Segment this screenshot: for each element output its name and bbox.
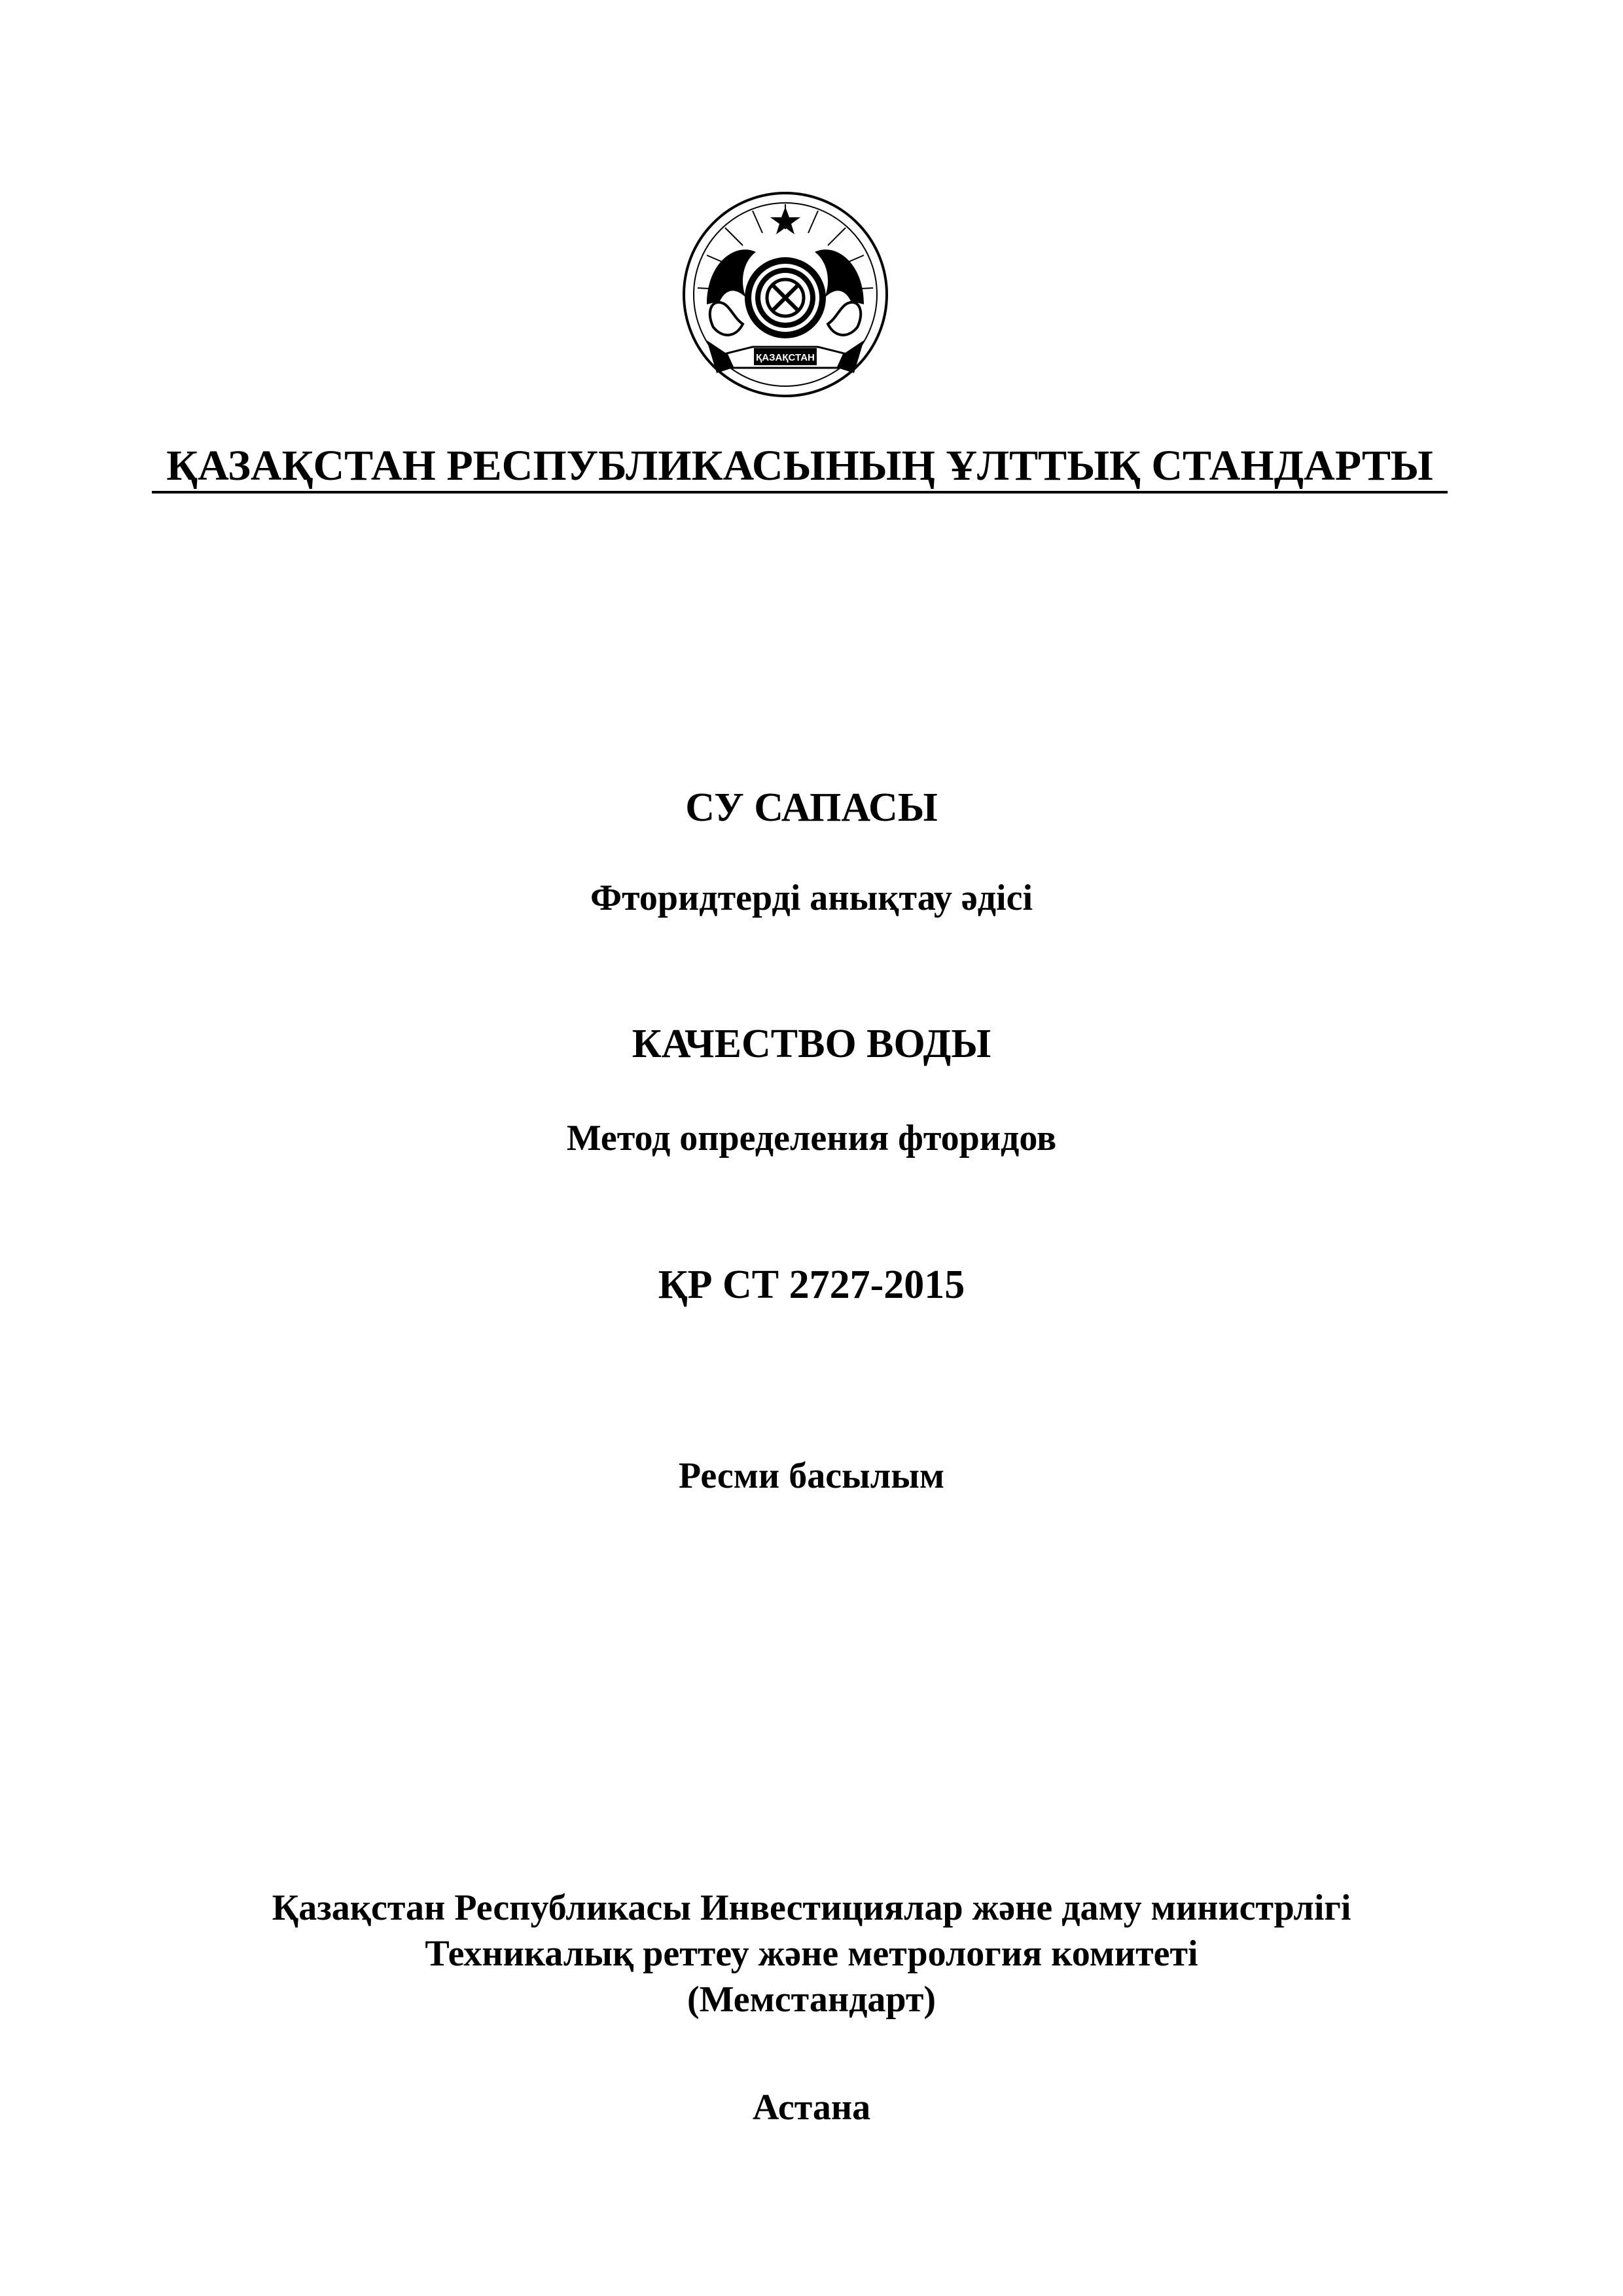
svg-text:ҚАЗАҚСТАН: ҚАЗАҚСТАН <box>756 352 815 363</box>
state-emblem-icon <box>681 190 890 399</box>
publication-city: Астана <box>752 2087 871 2128</box>
publisher-ministry: Қазақстан Республикасы Инвестициялар және даму министрлігі <box>272 1888 1351 1928</box>
publisher-short-name: (Мемстандарт) <box>687 1979 936 2020</box>
title-kazakh: СУ САПАСЫ <box>685 785 938 830</box>
subtitle-kazakh: Фторидтерді анықтау әдісі <box>590 878 1033 918</box>
header-divider <box>152 491 1448 493</box>
title-russian: КАЧЕСТВО ВОДЫ <box>632 1022 991 1066</box>
publisher-committee: Техникалық реттеу және метрология комитеті <box>425 1933 1198 1974</box>
standard-header-title: ҚАЗАҚСТАН РЕСПУБЛИКАСЫНЫҢ ҰЛТТЫҚ СТАНДАРТЫ <box>166 442 1433 490</box>
subtitle-russian: Метод определения фторидов <box>566 1118 1057 1158</box>
edition-label: Ресми басылым <box>678 1456 945 1496</box>
standard-code: ҚР СТ 2727-2015 <box>658 1263 965 1307</box>
